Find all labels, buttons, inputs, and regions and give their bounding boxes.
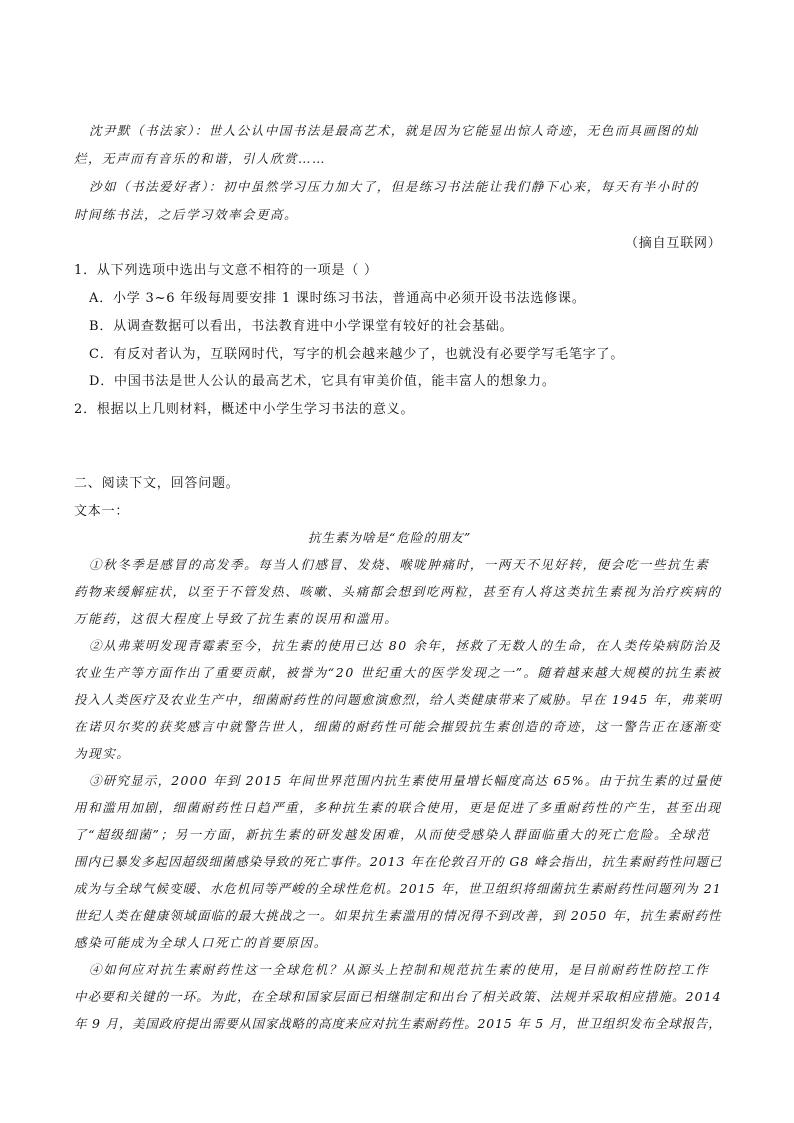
p2-line4: 在诺贝尔奖的获奖感言中就警告世人，细菌的耐药性可能会摧毁抗生素创造的奇迹，这一警告正在逐渐变 (74, 719, 722, 734)
quote1-line1: 沈尹默（书法家）：世人公认中国书法是最高艺术，就是因为它能显出惊人奇迹，无色而具画图的灿 (89, 123, 699, 138)
option-b: B．从调查数据可以看出，书法教育进中小学课堂有较好的社会基础。 (89, 319, 514, 334)
quote1-line2: 烂，无声而有音乐的和谐，引人欣赏…… (74, 151, 327, 166)
p2-line3: 投入人类医疗及农业生产中，细菌耐药性的问题愈演愈烈，给人类健康带来了威胁。早在 1945 年，弗莱明 (74, 692, 722, 707)
p3-line2: 用和滥用加剧，细菌耐药性日趋严重，多种抗生素的联合使用，更是促进了多重耐药性的产生，甚至出现 (74, 800, 722, 815)
quote2-line2: 时间练书法，之后学习效率会更高。 (74, 207, 299, 222)
p3-line3: 了“超级细菌”；另一方面，新抗生素的研发越发困难，从而使受感染人群面临重大的死亡危险。全球范 (74, 827, 711, 842)
p3-line1: ③研究显示，2000 年到 2015 年间世界范围内抗生素使用量增长幅度高达 65%。由于抗生素的过量使 (89, 773, 723, 788)
question-2: 2．根据以上几则材料，概述中小学生学习书法的意义。 (74, 402, 415, 417)
p2-line1: ②从弗莱明发现青霉素至今，抗生素的使用已达 80 余年，拯救了无数人的生命，在人类传染病防治及 (89, 638, 722, 653)
article-title: 抗生素为啥是“危险的朋友” (308, 530, 472, 545)
p3-line6: 世纪人类在健康领域面临的最大挑战之一。如果抗生素滥用的情况得不到改善，到 2050 年，抗生素耐药性 (74, 908, 722, 923)
p1-line3: 万能药，这很大程度上导致了抗生素的误用和滥用。 (74, 611, 399, 626)
option-a: A．小学 3~6 年级每周要安排 1 课时练习书法，普通高中必须开设书法选修课。 (89, 291, 586, 306)
text-label: 文本一： (74, 504, 130, 519)
p2-line5: 为现实。 (74, 746, 131, 761)
p1-line2: 药物来缓解症状，以至于不管发热、咳嗽、头痛都会想到吃两粒，甚至有人将这类抗生素视为治疗疾病的 (74, 584, 722, 599)
p2-line2: 农业生产等方面作出了重要贡献，被誉为“20 世纪重大的医学发现之一”。随着越来越大规模的抗生素被 (74, 665, 721, 680)
p1-line1: ①秋冬季是感冒的高发季。每当人们感冒、发烧、喉咙肿痛时，一两天不见好转，便会吃一些抗生素 (89, 557, 710, 572)
p4-line2: 中必要和关键的一环。为此，在全球和国家层面已相继制定和出台了相关政策、法规并采取相应措施。2014 (74, 989, 722, 1004)
source-note: （摘自互联网） (625, 236, 722, 251)
quote2-line1: 沙如（书法爱好者）：初中虽然学习压力加大了，但是练习书法能让我们静下心来，每天有半小时的 (89, 179, 699, 194)
question-1: 1．从下列选项中选出与文意不相符的一项是（ ） (74, 263, 378, 278)
section2-heading: 二、阅读下文，回答问题。 (74, 476, 240, 491)
p3-line7: 感染可能成为全球人口死亡的首要原因。 (74, 935, 328, 950)
p4-line1: ④如何应对抗生素耐药性这一全球危机？从源头上控制和规范抗生素的使用，是目前耐药性防控工作 (89, 962, 710, 977)
p4-line3: 年 9 月，美国政府提出需要从国家战略的高度来应对抗生素耐药性。2015 年 5 月，世卫组织发布全球报告， (74, 1016, 722, 1031)
option-c: C．有反对者认为，互联网时代，写字的机会越来越少了，也就没有必要学写毛笔字了。 (89, 347, 625, 362)
option-d: D．中国书法是世人公认的最高艺术，它具有审美价值，能丰富人的想象力。 (89, 374, 556, 389)
p3-line5: 成为与全球气候变暖、水危机同等严峻的全球性危机。2015 年，世卫组织将细菌抗生素耐药性问题列为 21 (74, 881, 722, 896)
p3-line4: 围内已暴发多起因超级细菌感染导致的死亡事件。2013 年在伦敦召开的 G8 峰会指出，抗生素耐药性问题已 (74, 854, 723, 869)
